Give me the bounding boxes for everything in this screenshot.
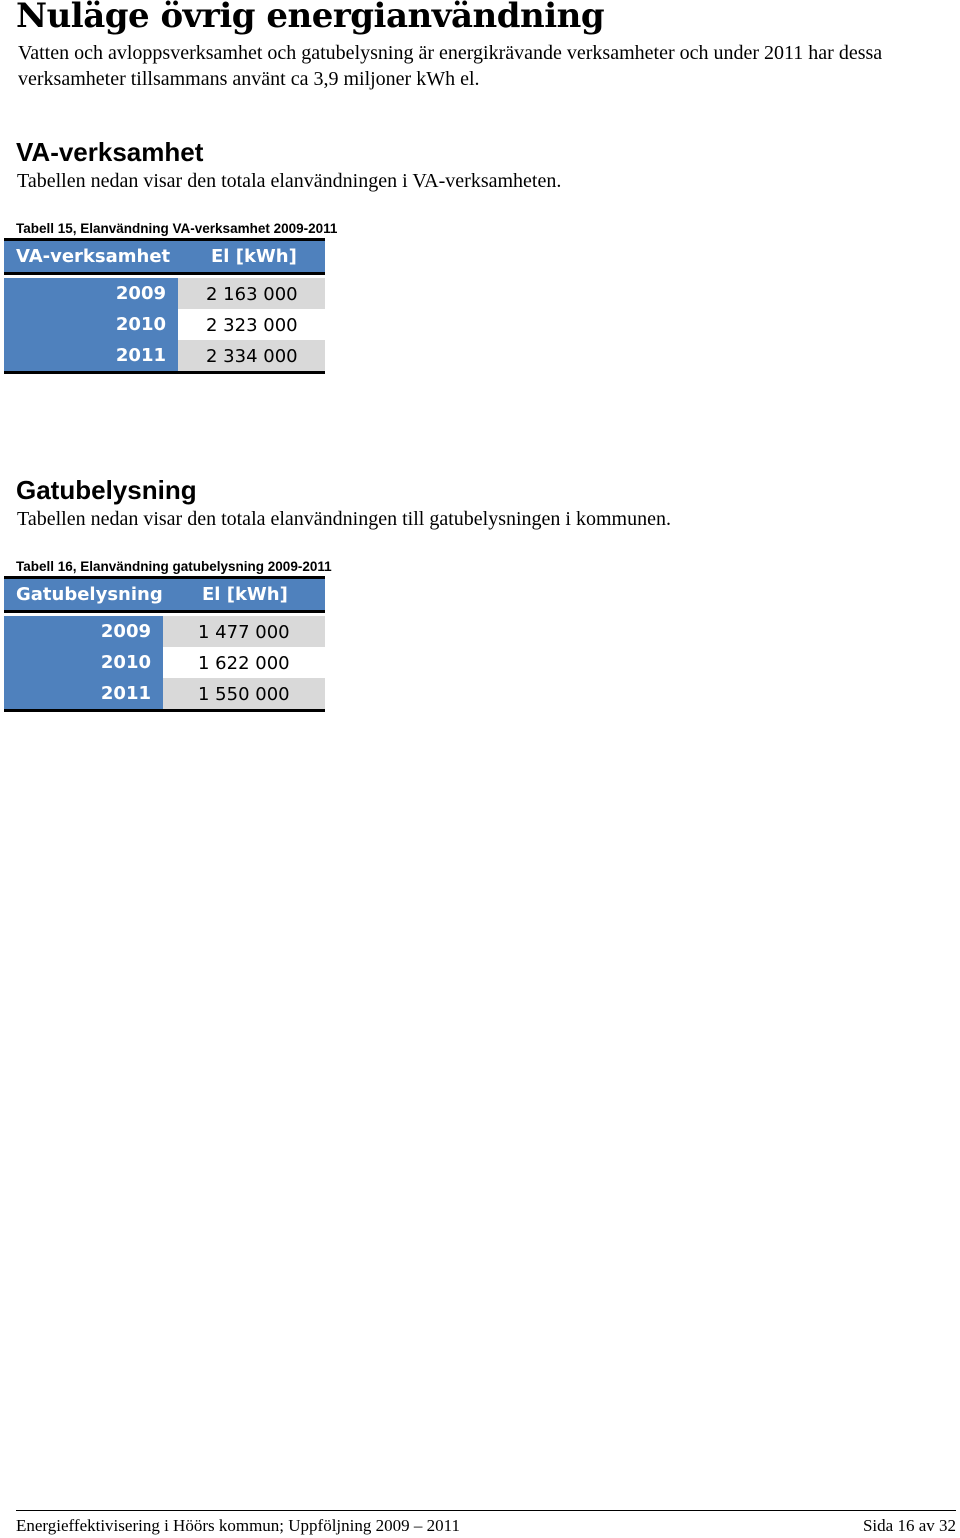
table-header-row [4, 576, 325, 610]
table-header-col1: Gatubelysning [16, 584, 163, 605]
table-va-verksamhet [4, 238, 325, 376]
row-value: 2 334 000 [178, 340, 325, 371]
table-caption-16: Tabell 16, Elanvändning gatubelysning 2009-2011 [16, 559, 332, 574]
section-heading-va: VA-verksamhet [16, 137, 204, 167]
table-row [4, 616, 325, 647]
table-bottom-border [4, 709, 325, 712]
table-header-row [4, 238, 325, 272]
table-caption-15: Tabell 15, Elanvändning VA-verksamhet 2009-2011 [16, 221, 338, 236]
row-year: 2009 [4, 278, 178, 309]
row-year: 2010 [4, 647, 163, 678]
footer-divider [16, 1510, 956, 1511]
page-number: Sida 16 av 32 [862, 1516, 956, 1535]
table-header-col2: El [kWh] [202, 584, 288, 605]
table-header-col2: El [kWh] [211, 246, 297, 267]
row-year: 2010 [4, 309, 178, 340]
table-bottom-border [4, 371, 325, 374]
intro-paragraph: Vatten och avloppsverksamhet och gatubelysning är energikrävande verksamheter och under 2011 har dessa verksamheter tillsammans använt ca 3,9 miljoner kWh el. [18, 42, 883, 90]
row-value: 1 477 000 [163, 616, 325, 647]
row-value: 1 622 000 [198, 653, 290, 674]
table-row [4, 647, 325, 678]
section-text-va: Tabellen nedan visar den totala elanvändningen i VA-verksamheten. [17, 170, 562, 192]
table-row [4, 309, 325, 340]
header-divider [4, 610, 325, 613]
table-row [4, 678, 325, 709]
row-value: 2 163 000 [178, 278, 325, 309]
section-heading-gatubelysning: Gatubelysning [16, 475, 197, 505]
row-year: 2011 [4, 340, 178, 371]
header-divider [4, 272, 325, 275]
page-title: Nuläge övrig energianvändning [16, 0, 605, 36]
row-year: 2009 [4, 616, 163, 647]
row-year: 2011 [4, 678, 163, 709]
table-row [4, 340, 325, 371]
table-gatubelysning [4, 576, 325, 714]
section-text-gatubelysning: Tabellen nedan visar den totala elanvändningen till gatubelysningen i kommunen. [17, 508, 671, 530]
row-value: 2 323 000 [206, 315, 298, 336]
row-value: 1 550 000 [163, 678, 325, 709]
table-row [4, 278, 325, 309]
table-header-col1: VA-verksamhet [16, 246, 171, 267]
footer-title: Energieffektivisering i Höörs kommun; Uppföljning 2009 – 2011 [16, 1516, 461, 1535]
